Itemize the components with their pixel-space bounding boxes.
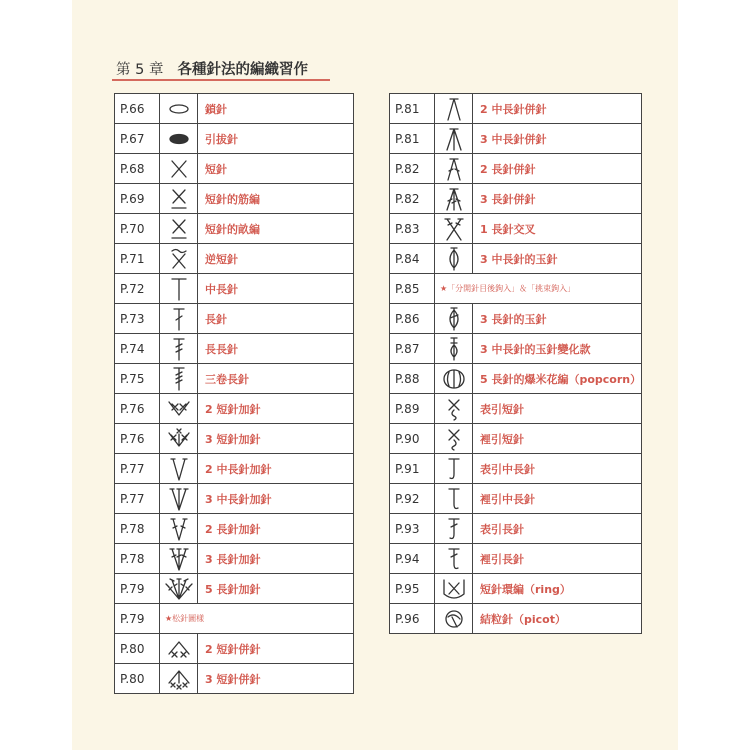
two-sc-decrease-icon (165, 636, 193, 662)
symbol-cell (435, 604, 473, 634)
stitch-name: 結粒針（picot） (473, 604, 642, 634)
stitch-name: 三卷長針 (198, 364, 354, 394)
three-dc-bobble-icon (440, 306, 468, 332)
table-row (115, 604, 354, 634)
chapter-title: 各種針法的編織習作 (177, 62, 308, 78)
back-post-dc-icon (440, 546, 468, 572)
table-row (390, 184, 642, 214)
stitch-name: 5 長針的爆米花編（popcorn） (473, 364, 642, 394)
slip-stitch-icon (165, 126, 193, 152)
picot-icon (440, 606, 468, 632)
table-row (390, 304, 642, 334)
symbol-cell (160, 544, 198, 574)
page-number: P.66 (115, 94, 160, 124)
back-post-sc-icon (440, 426, 468, 452)
symbol-cell (160, 394, 198, 424)
table-row (115, 544, 354, 574)
page-number: P.75 (115, 364, 160, 394)
note-text: ★松針圖樣 (160, 604, 354, 634)
table-row (115, 124, 354, 154)
page-number: P.94 (390, 544, 435, 574)
table-row (115, 574, 354, 604)
table-row (115, 154, 354, 184)
two-hdc-decrease-icon (440, 96, 468, 122)
page-number: P.96 (390, 604, 435, 634)
table-row (390, 124, 642, 154)
single-crochet-back-loop-icon (165, 186, 193, 212)
page-number: P.90 (390, 424, 435, 454)
stitch-name: 逆短針 (198, 244, 354, 274)
table-row (115, 304, 354, 334)
single-crochet-ribbed-icon (165, 216, 193, 242)
table-row (390, 214, 642, 244)
table-row (390, 94, 642, 124)
symbol-cell (160, 514, 198, 544)
page-number: P.80 (115, 664, 160, 694)
symbol-cell (160, 184, 198, 214)
symbol-cell (160, 424, 198, 454)
table-row (115, 94, 354, 124)
page-number: P.79 (115, 574, 160, 604)
reverse-single-crochet-icon (165, 246, 193, 272)
page-number: P.78 (115, 514, 160, 544)
symbol-cell (160, 484, 198, 514)
table-row (115, 184, 354, 214)
table-row (390, 244, 642, 274)
symbol-cell (435, 184, 473, 214)
two-dc-increase-icon (165, 516, 193, 542)
symbol-cell (160, 634, 198, 664)
table-row (115, 364, 354, 394)
symbol-cell (435, 244, 473, 274)
double-crochet-icon (165, 306, 193, 332)
three-sc-increase-icon (165, 426, 193, 452)
symbol-cell (160, 94, 198, 124)
page-number: P.78 (115, 544, 160, 574)
stitch-name: 3 中長針加針 (198, 484, 354, 514)
stitch-name: 5 長針加針 (198, 574, 354, 604)
page-number: P.73 (115, 304, 160, 334)
three-dc-increase-icon (165, 546, 193, 572)
symbol-cell (160, 154, 198, 184)
table-row (390, 454, 642, 484)
symbol-cell (435, 514, 473, 544)
stitch-name: 3 短針加針 (198, 424, 354, 454)
stitch-name: 2 長針加針 (198, 514, 354, 544)
page-number: P.77 (115, 454, 160, 484)
three-hdc-increase-icon (165, 486, 193, 512)
stitch-name: 鎖針 (198, 94, 354, 124)
stitch-name: 2 長針併針 (473, 154, 642, 184)
table-row (390, 604, 642, 634)
page-number: P.81 (390, 124, 435, 154)
two-hdc-increase-icon (165, 456, 193, 482)
triple-treble-crochet-icon (165, 366, 193, 392)
stitch-name: 3 中長針併針 (473, 124, 642, 154)
page-number: P.76 (115, 424, 160, 454)
chapter-heading (116, 58, 308, 79)
symbol-cell (435, 304, 473, 334)
stitch-name: 2 短針併針 (198, 634, 354, 664)
page-number: P.84 (390, 244, 435, 274)
stitch-name: 短針環編（ring） (473, 574, 642, 604)
three-sc-decrease-icon (165, 666, 193, 692)
page-number: P.69 (115, 184, 160, 214)
three-hdc-puff-icon (440, 246, 468, 272)
stitch-name: 1 長針交叉 (473, 214, 642, 244)
table-row (115, 454, 354, 484)
stitch-name: 3 長針加針 (198, 544, 354, 574)
table-row (115, 274, 354, 304)
stitch-name: 長針 (198, 304, 354, 334)
table-row (115, 664, 354, 694)
symbol-cell (160, 214, 198, 244)
treble-crochet-icon (165, 336, 193, 362)
page-number: P.70 (115, 214, 160, 244)
stitch-name: 3 短針併針 (198, 664, 354, 694)
table-row (390, 544, 642, 574)
stitch-name: 3 長針的玉針 (473, 304, 642, 334)
stitch-name: 2 中長針加針 (198, 454, 354, 484)
page-number: P.68 (115, 154, 160, 184)
symbol-cell (435, 94, 473, 124)
chain-oval-icon (165, 96, 193, 122)
three-dc-decrease-icon (440, 186, 468, 212)
front-post-hdc-icon (440, 456, 468, 482)
stitch-table-right (389, 93, 642, 634)
symbol-cell (160, 244, 198, 274)
popcorn-icon (440, 366, 468, 392)
table-row (115, 634, 354, 664)
table-row (390, 364, 642, 394)
page-number: P.80 (115, 634, 160, 664)
crossed-dc-icon (440, 216, 468, 242)
stitch-name: 長長針 (198, 334, 354, 364)
page-number: P.92 (390, 484, 435, 514)
page-number: P.88 (390, 364, 435, 394)
table-row (115, 484, 354, 514)
symbol-cell (435, 424, 473, 454)
page-number: P.81 (390, 94, 435, 124)
stitch-name: 表引中長針 (473, 454, 642, 484)
stitch-name: 裡引中長針 (473, 484, 642, 514)
single-crochet-icon (165, 156, 193, 182)
symbol-cell (435, 154, 473, 184)
symbol-cell (435, 484, 473, 514)
page-number: P.79 (115, 604, 160, 634)
symbol-cell (435, 334, 473, 364)
front-post-sc-icon (440, 396, 468, 422)
page-number: P.74 (115, 334, 160, 364)
half-double-crochet-icon (165, 276, 193, 302)
three-hdc-puff-variation-icon (440, 336, 468, 362)
symbol-cell (160, 274, 198, 304)
page-number: P.83 (390, 214, 435, 244)
table-row (115, 514, 354, 544)
sc-ring-icon (440, 576, 468, 602)
chapter-number: 第 5 章 (116, 62, 164, 78)
stitch-name: 短針 (198, 154, 354, 184)
symbol-cell (160, 334, 198, 364)
table-row (390, 484, 642, 514)
symbol-cell (435, 394, 473, 424)
table-row (115, 214, 354, 244)
page-number: P.71 (115, 244, 160, 274)
symbol-cell (160, 364, 198, 394)
page-number: P.93 (390, 514, 435, 544)
front-post-dc-icon (440, 516, 468, 542)
symbol-cell (435, 544, 473, 574)
stitch-name: 3 中長針的玉針變化款 (473, 334, 642, 364)
page-number: P.82 (390, 184, 435, 214)
stitch-name: 短針的畝編 (198, 214, 354, 244)
stitch-name: 2 中長針併針 (473, 94, 642, 124)
table-row (390, 574, 642, 604)
stitch-name: 3 中長針的玉針 (473, 244, 642, 274)
table-row (115, 334, 354, 364)
chapter-underline (112, 79, 330, 81)
page-number: P.89 (390, 394, 435, 424)
symbol-cell (160, 664, 198, 694)
symbol-cell (435, 124, 473, 154)
symbol-cell (435, 364, 473, 394)
table-row (390, 154, 642, 184)
page-number: P.82 (390, 154, 435, 184)
stitch-name: 表引長針 (473, 514, 642, 544)
page-number: P.95 (390, 574, 435, 604)
page-number: P.87 (390, 334, 435, 364)
three-hdc-decrease-icon (440, 126, 468, 152)
two-dc-decrease-icon (440, 156, 468, 182)
stitch-name: 引拔針 (198, 124, 354, 154)
table-row (390, 424, 642, 454)
table-row (390, 514, 642, 544)
table-row (115, 244, 354, 274)
table-row (390, 274, 642, 304)
stitch-name: 3 長針併針 (473, 184, 642, 214)
note-text: ★「分開針目後鉤入」＆「挑束鉤入」 (435, 274, 642, 304)
table-row (390, 394, 642, 424)
symbol-cell (160, 124, 198, 154)
back-post-hdc-icon (440, 486, 468, 512)
stitch-name: 裡引短針 (473, 424, 642, 454)
stitch-name: 2 短針加針 (198, 394, 354, 424)
page-number: P.72 (115, 274, 160, 304)
five-dc-increase-icon (165, 576, 193, 602)
page-number: P.91 (390, 454, 435, 484)
symbol-cell (160, 574, 198, 604)
stitch-name: 短針的筋編 (198, 184, 354, 214)
page-number: P.76 (115, 394, 160, 424)
stitch-name: 表引短針 (473, 394, 642, 424)
table-row (390, 334, 642, 364)
symbol-cell (160, 454, 198, 484)
stitch-name: 中長針 (198, 274, 354, 304)
table-row (115, 394, 354, 424)
page-number: P.67 (115, 124, 160, 154)
two-sc-increase-icon (165, 396, 193, 422)
page-number: P.85 (390, 274, 435, 304)
symbol-cell (160, 304, 198, 334)
stitch-name: 裡引長針 (473, 544, 642, 574)
table-row (115, 424, 354, 454)
stitch-table-left (114, 93, 354, 694)
page-number: P.86 (390, 304, 435, 334)
symbol-cell (435, 454, 473, 484)
page-number: P.77 (115, 484, 160, 514)
symbol-cell (435, 574, 473, 604)
symbol-cell (435, 214, 473, 244)
